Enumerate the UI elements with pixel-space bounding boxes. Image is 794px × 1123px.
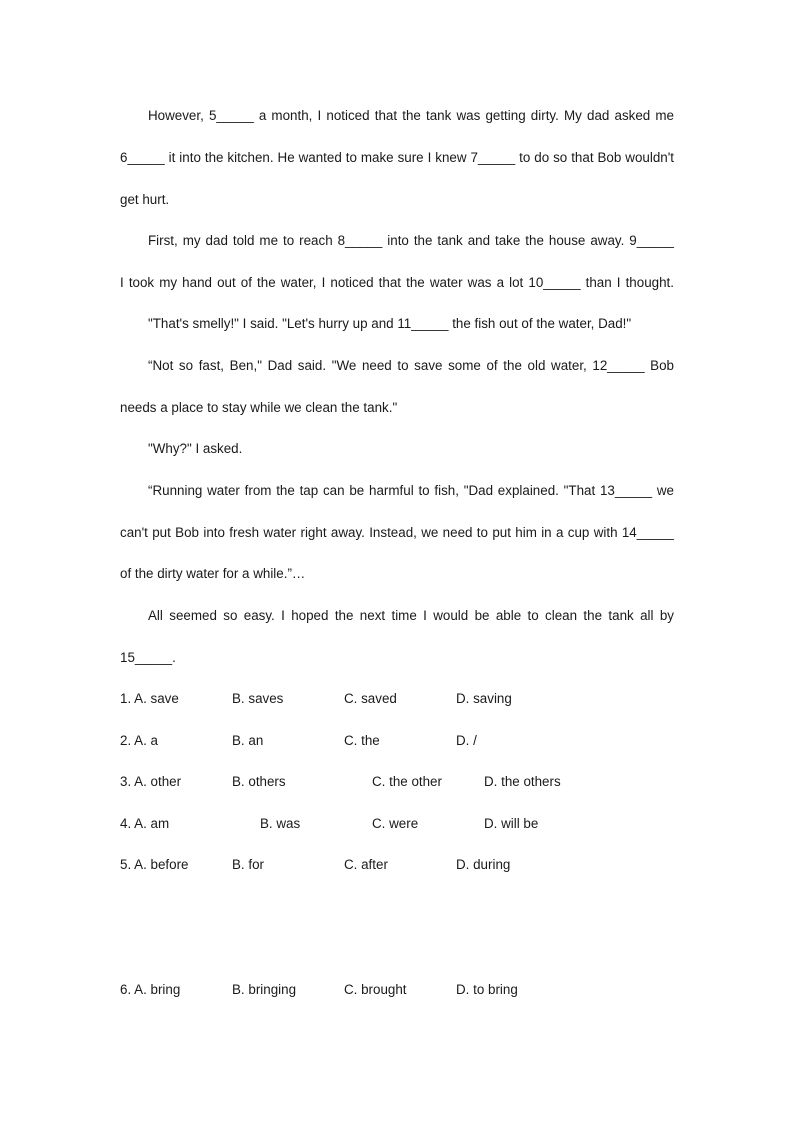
option-c: C. after [344, 857, 388, 872]
option-d: D. will be [484, 816, 539, 831]
option-d: D. the others [484, 774, 561, 789]
passage-line: “Running water from the tap can be harmful to fish, "Dad explained. "That 13_____ we [148, 483, 674, 498]
passage-line: 15_____. [120, 650, 176, 665]
option-b: B. for [232, 857, 264, 872]
option-a: 4. A. am [120, 816, 170, 831]
passage-line: I took my hand out of the water, I noticed that the water was a lot 10_____ than I thought. [120, 275, 674, 290]
option-c: C. saved [344, 691, 397, 706]
passage-line: "Why?" I asked. [148, 441, 243, 456]
option-c: C. were [372, 816, 419, 831]
option-c: C. brought [344, 982, 407, 997]
passage-line: needs a place to stay while we clean the tank." [120, 400, 398, 415]
passage-line: 6_____ it into the kitchen. He wanted to make sure I knew 7_____ to do so that Bob wouldn't [120, 150, 674, 165]
option-d: D. saving [456, 691, 512, 706]
passage-line: can't put Bob into fresh water right away. Instead, we need to put him in a cup with 14_____ [120, 525, 674, 540]
passage-line: get hurt. [120, 192, 170, 207]
option-d: D. / [456, 733, 477, 748]
passage-line: However, 5_____ a month, I noticed that the tank was getting dirty. My dad asked me [148, 108, 674, 123]
passage-line: All seemed so easy. I hoped the next time I would be able to clean the tank all by [148, 608, 674, 623]
option-d: D. to bring [456, 982, 518, 997]
option-d: D. during [456, 857, 511, 872]
option-b: B. an [232, 733, 264, 748]
option-a: 3. A. other [120, 774, 182, 789]
option-a: 1. A. save [120, 691, 179, 706]
option-b: B. bringing [232, 982, 297, 997]
option-c: C. the other [372, 774, 442, 789]
option-a: 6. A. bring [120, 982, 181, 997]
option-b: B. was [260, 816, 301, 831]
option-b: B. others [232, 774, 286, 789]
passage-line: First, my dad told me to reach 8_____ into the tank and take the house away. 9_____ [148, 233, 674, 248]
option-a: 2. A. a [120, 733, 158, 748]
option-a: 5. A. before [120, 857, 189, 872]
option-c: C. the [344, 733, 380, 748]
passage-line: of the dirty water for a while.”… [120, 566, 306, 581]
passage-line: "That's smelly!" I said. "Let's hurry up and 11_____ the fish out of the water, Dad!" [148, 316, 632, 331]
passage-line: “Not so fast, Ben," Dad said. "We need to save some of the old water, 12_____ Bob [148, 358, 674, 373]
option-b: B. saves [232, 691, 284, 706]
